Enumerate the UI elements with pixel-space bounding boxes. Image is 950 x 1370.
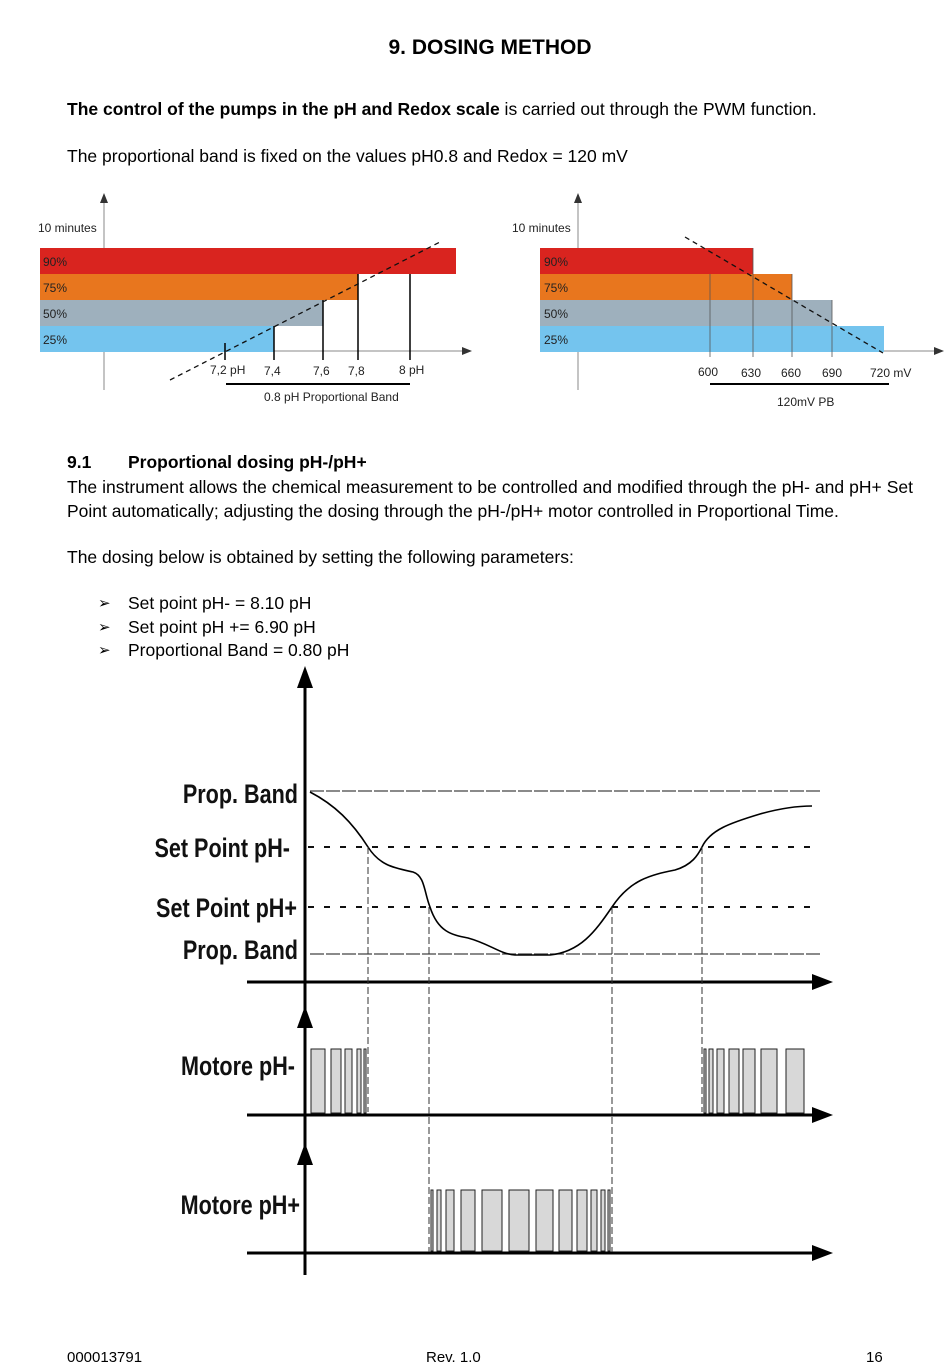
ph-bar-label-50: 50% [43, 307, 68, 321]
level-label-prop-band-top: Prop. Band [182, 779, 298, 810]
ph-tick-4: 7,8 [348, 364, 365, 378]
redox-tick-4: 690 [822, 366, 843, 380]
section-title [67, 452, 367, 473]
intro-bold: The control of the pumps in the pH and Redox scale [67, 99, 500, 119]
ph-tick-3: 7,6 [313, 364, 330, 378]
ph-chart-ylabel: 10 minutes [38, 221, 97, 235]
ph-bar-label-90: 90% [43, 255, 68, 269]
level-label-setpoint-plus: Set Point pH+ [156, 893, 297, 924]
arrow-bullet-icon: ➢ [98, 618, 111, 636]
ph-bar-label-25: 25% [43, 333, 68, 347]
ph-tick-5: 8 pH [399, 363, 425, 377]
footer-document-code: 000013791 [67, 1349, 143, 1366]
ph-tick-2: 7,4 [264, 364, 281, 378]
ph-proportional-chart [30, 185, 480, 410]
redox-bar-label-50: 50% [544, 307, 569, 321]
footer-page-number: 16 [866, 1349, 883, 1366]
arrow-bullet-icon: ➢ [98, 642, 111, 659]
intro-paragraph [67, 98, 913, 122]
redox-tick-2: 630 [741, 366, 762, 380]
ph-tick-1: 7,2 pH [210, 363, 246, 377]
redox-band-label: 120mV PB [777, 395, 835, 409]
list-item: ➢ Set point pH- = 8.10 pH [98, 592, 349, 616]
arrow-bullet-icon: ➢ [98, 595, 111, 612]
redox-bar-label-90: 90% [544, 255, 569, 269]
redox-tick-1: 600 [698, 365, 719, 379]
redox-tick-5: 720 mV [870, 366, 912, 380]
redox-bar-label-75: 75% [544, 281, 569, 295]
level-label-prop-band-bottom: Prop. Band [182, 935, 298, 966]
section-body: The instrument allows the chemical measurement to be controlled and modified through the pH- and pH+ Set Point automatically; adjusting the dosing through the pH-/pH+ motor controlled in Proportional Time. [67, 477, 913, 521]
motor-ph-minus-pulses [311, 1049, 366, 1113]
ph-bar-label-75: 75% [43, 281, 68, 295]
intro-line2: The proportional band is fixed on the values pH0.8 and Redox = 120 mV [67, 146, 628, 166]
section-number: 9.1 [67, 452, 92, 472]
motor-ph-plus-label: Motore pH+ [180, 1190, 300, 1221]
redox-tick-3: 660 [781, 366, 802, 380]
section-title-text: Proportional dosing pH-/pH+ [128, 452, 367, 472]
parameter-list [98, 592, 349, 663]
redox-bar-label-25: 25% [544, 333, 569, 347]
list-item: ➢ Set point pH += 6.90 pH [98, 616, 349, 640]
dosing-timing-diagram [0, 660, 950, 1285]
intro-rest: is carried out through the PWM function. [499, 99, 817, 119]
list-item: ➢ Proportional Band = 0.80 pH [98, 639, 349, 663]
redox-proportional-chart [505, 185, 950, 415]
page-heading: 9. DOSING METHOD [388, 36, 592, 59]
motor-ph-minus-label: Motore pH- [181, 1051, 295, 1082]
redox-chart-ylabel: 10 minutes [512, 221, 571, 235]
section-body2: The dosing below is obtained by setting the following parameters: [67, 547, 574, 567]
motor-ph-plus-pulses [431, 1190, 610, 1251]
motor-ph-minus-pulses-right [704, 1049, 804, 1113]
level-label-setpoint-minus: Set Point pH- [154, 833, 290, 864]
footer-revision: Rev. 1.0 [426, 1349, 481, 1366]
ph-band-label: 0.8 pH Proportional Band [264, 390, 399, 404]
